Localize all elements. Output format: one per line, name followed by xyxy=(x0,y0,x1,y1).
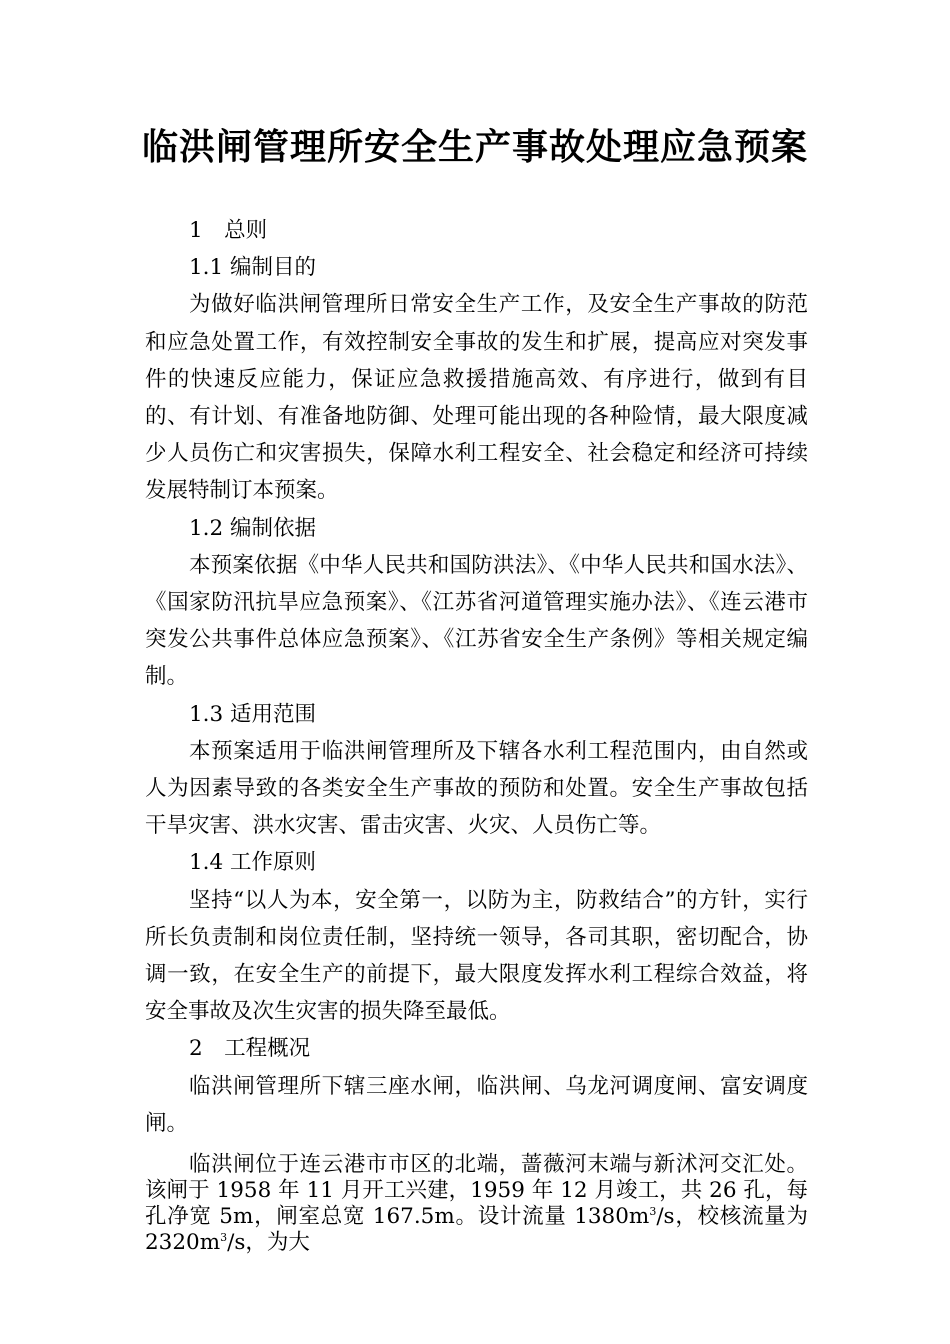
paragraph-linhong-gate-text-a: 临洪闸位于连云港市市区的北端，蔷薇河末端与新沭河交汇处。该闸于 1958 年 11 月开工兴建，1959 年 12 月竣工，共 26 孔，每孔净宽 5m，闸室总宽 167.5m。设计流量 1380m xyxy=(145,1152,808,1230)
paragraph-purpose: 为做好临洪闸管理所日常安全生产工作，及安全生产事故的防范和应急处置工作，有效控制安全事故的发生和扩展，提高应对突发事件的快速反应能力，保证应急救援措施高效、有序进行，做到有目的、有计划、有准备地防御、处理可能出现的各种险情，最大限度减少人员伤亡和灾害损失，保障水利工程安全、社会稳定和经济可持续发展特制订本预案。 xyxy=(145,292,808,504)
paragraph-linhong-gate-text-b: /s，校核流量为 2320m xyxy=(145,1204,808,1256)
document-body xyxy=(145,212,808,1256)
paragraph-overview: 临洪闸管理所下辖三座水闸，临洪闸、乌龙河调度闸、富安调度闸。 xyxy=(145,1073,808,1136)
section-heading-2: 2 工程概况 xyxy=(189,1036,311,1062)
paragraph-scope: 本预案适用于临洪闸管理所及下辖各水利工程范围内，由自然或人为因素导致的各类安全生产事故的预防和处置。安全生产事故包括干旱灾害、洪水灾害、雷击灾害、火灾、人员伤亡等。 xyxy=(145,738,808,839)
superscript-cubed: 3 xyxy=(649,1204,657,1218)
section-heading-1-3: 1.3 适用范围 xyxy=(189,701,317,727)
section-heading-1-4: 1.4 工作原则 xyxy=(189,850,317,876)
paragraph-linhong-gate-text-c: /s，为大 xyxy=(227,1230,310,1256)
document-title: 临洪闸管理所安全生产事故处理应急预案 xyxy=(141,127,808,168)
paragraph-linhong-gate xyxy=(145,1152,808,1256)
paragraph-basis: 本预案依据《中华人民共和国防洪法》、《中华人民共和国水法》、《国家防汛抗旱应急预案》、《江苏省河道管理实施办法》、《连云港市突发公共事件总体应急预案》、《江苏省安全生产条例》等相关规定编制。 xyxy=(145,552,808,690)
section-heading-1: 1 总则 xyxy=(189,218,268,243)
paragraph-principles: 坚持“以人为本，安全第一，以防为主，防救结合”的方针，实行所长负责制和岗位责任制，坚持统一领导，各司其职，密切配合，协调一致，在安全生产的前提下，最大限度发挥水利工程综合效益，将安全事故及次生灾害的损失降至最低。 xyxy=(145,887,808,1025)
section-heading-1-1: 1.1 编制目的 xyxy=(189,255,317,281)
superscript-cubed: 3 xyxy=(220,1230,228,1244)
section-heading-1-2: 1.2 编制依据 xyxy=(189,515,317,541)
